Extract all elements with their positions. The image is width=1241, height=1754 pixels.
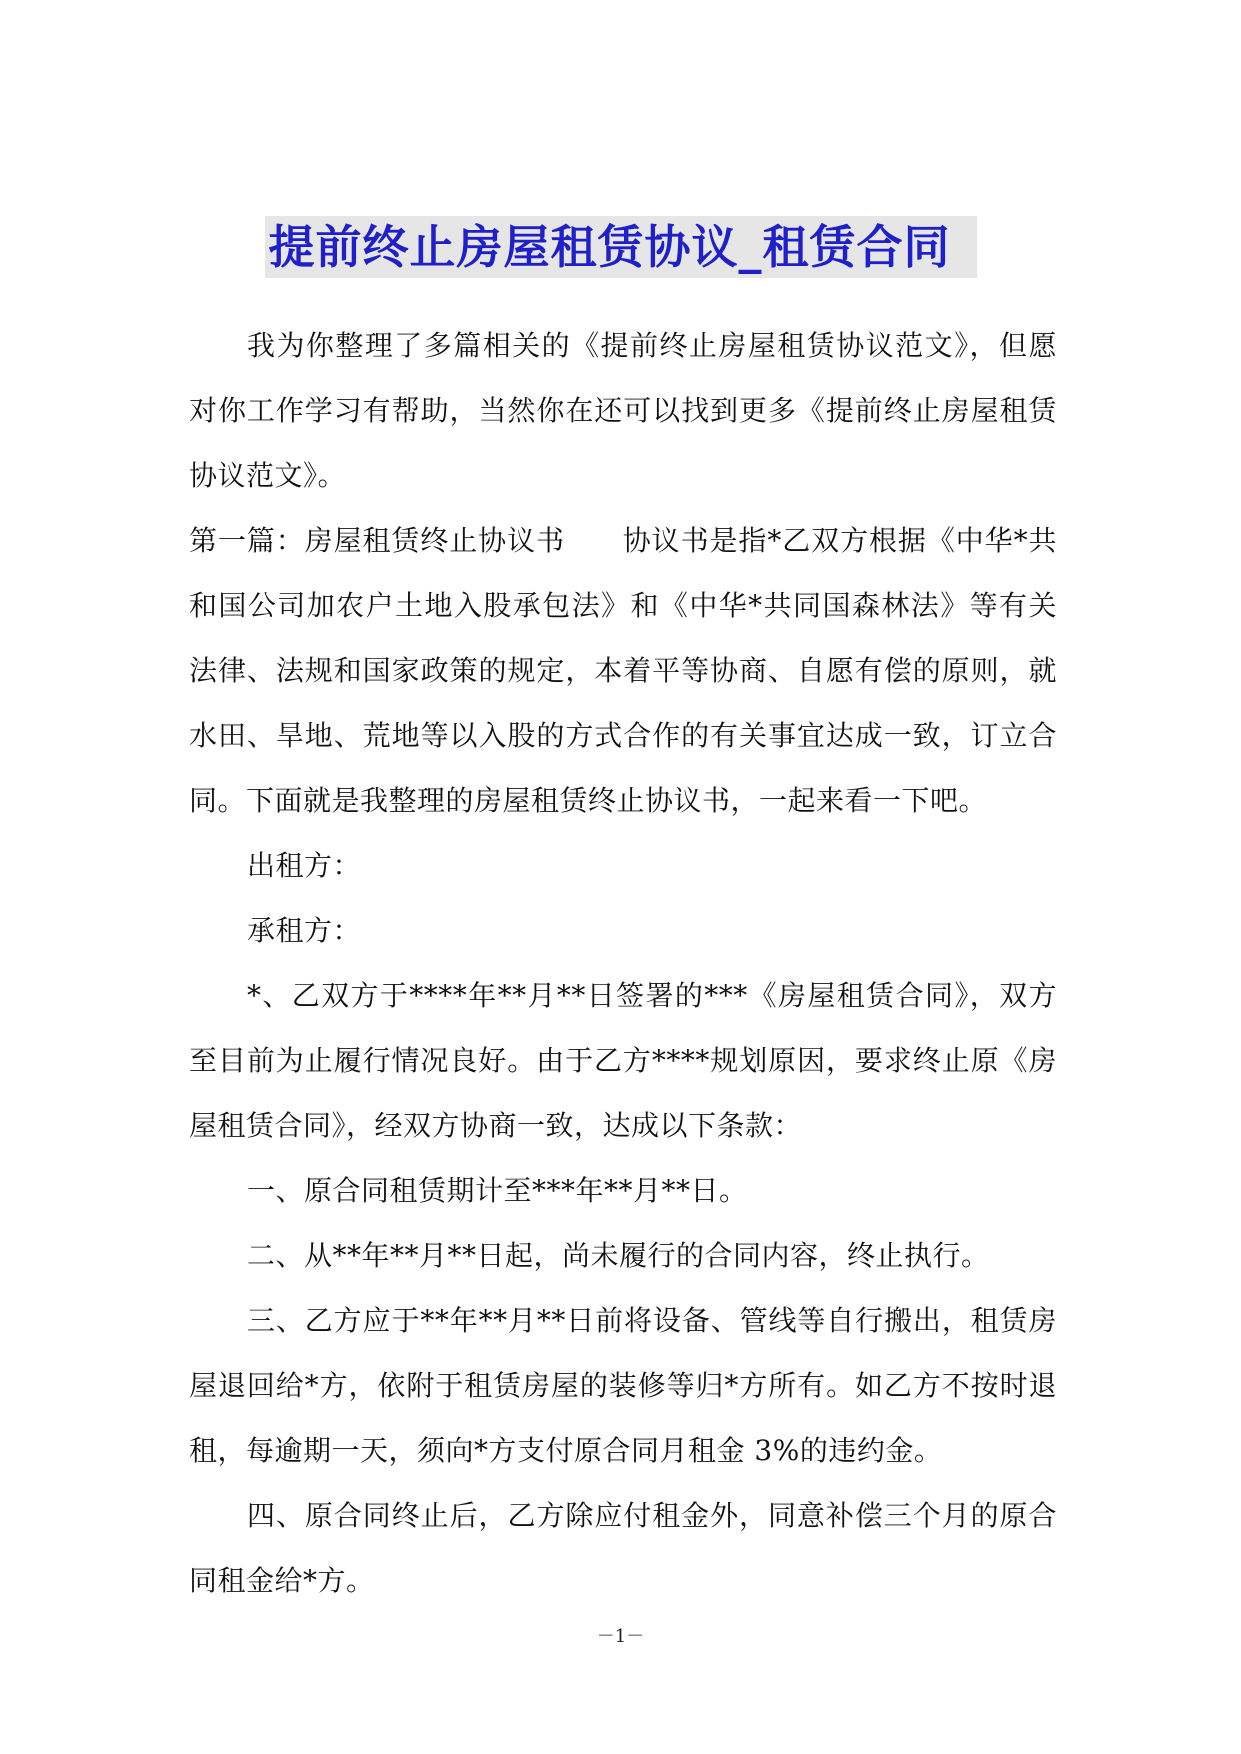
intro-paragraph: 我为你整理了多篇相关的《提前终止房屋租赁协议范文》，但愿对你工作学习有帮助，当然你在还可以找到更多《提前终止房屋租赁协议范文》。 <box>189 329 1057 492</box>
clause-one: 一、原合同租赁期计至***年**月**日。 <box>247 1174 748 1207</box>
document-title: 提前终止房屋租赁协议_租赁合同 <box>265 216 977 278</box>
agreement-preamble: *、乙双方于****年**月**日签署的***《房屋租赁合同》，双方至目前为止履行情况良好。由于乙方****规划原因，要求终止原《房屋租赁合同》，经双方协商一致，达成以下条款： <box>189 979 1057 1142</box>
title-container <box>0 216 1241 278</box>
clause-two: 二、从**年**月**日起，尚未履行的合同内容，终止执行。 <box>247 1239 990 1272</box>
page-number: －1－ <box>596 1626 645 1647</box>
lessor-line: 出租方： <box>247 849 362 882</box>
lessee-line: 承租方： <box>247 914 362 947</box>
section-one-paragraph: 第一篇：房屋租赁终止协议书 协议书是指*乙双方根据《中华*共和国公司加农户土地入股承包法》和《中华*共同国森林法》等有关法律、法规和国家政策的规定，本着平等协商、自愿有偿的原则，就水田、旱地、荒地等以入股的方式合作的有关事宜达成一致，订立合同。下面就是我整理的房屋租赁终止协议书，一起来看一下吧。 <box>189 524 1057 817</box>
clause-three: 三、乙方应于**年**月**日前将设备、管线等自行搬出，租赁房屋退回给*方，依附于租赁房屋的装修等归*方所有。如乙方不按时退租，每逾期一天，须向*方支付原合同月租金 3%的违约金。 <box>189 1304 1057 1467</box>
document-body <box>189 313 1057 1613</box>
clause-four: 四、原合同终止后，乙方除应付租金外，同意补偿三个月的原合同租金给*方。 <box>189 1499 1057 1597</box>
